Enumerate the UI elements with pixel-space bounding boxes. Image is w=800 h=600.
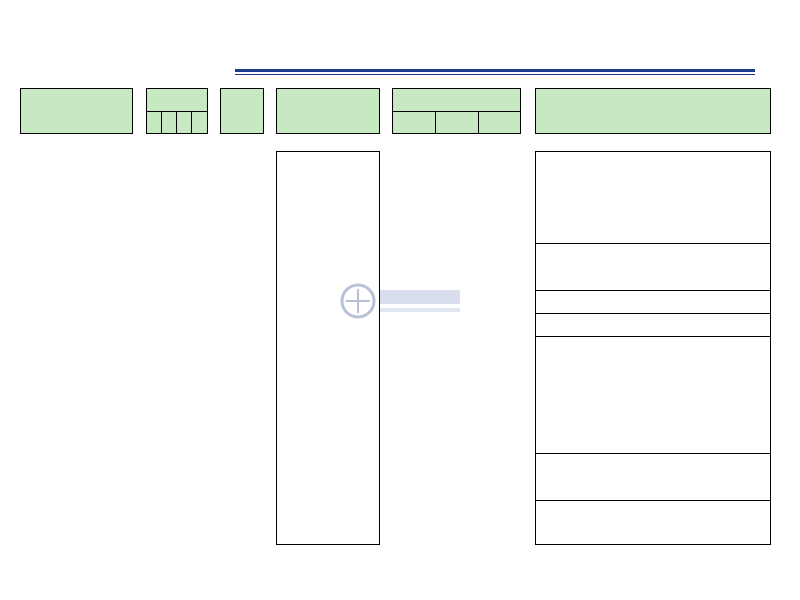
header-output	[276, 88, 380, 134]
header-cat-u	[161, 111, 177, 134]
header-remark	[535, 88, 771, 134]
remark-3	[535, 336, 771, 454]
header-spec-upper	[392, 111, 436, 134]
header-input	[20, 88, 133, 134]
header-cat-x	[176, 111, 192, 134]
header-spec-middle	[435, 111, 479, 134]
header-spec-lower	[478, 111, 521, 134]
remark-5	[535, 500, 771, 545]
watermark-logo	[338, 280, 468, 322]
title-rule-thin	[235, 74, 755, 75]
remark-blank	[535, 313, 771, 337]
remark-1	[535, 243, 771, 291]
header-cat-c	[146, 111, 162, 134]
output-2	[277, 198, 379, 244]
header-category	[146, 88, 208, 112]
header-spec	[392, 88, 521, 112]
title-rule	[235, 69, 755, 72]
remark-2	[535, 290, 771, 314]
remark-4	[535, 453, 771, 501]
header-process	[220, 88, 264, 134]
header-cat-s	[191, 111, 208, 134]
remark-empty	[535, 151, 771, 244]
output-1	[277, 152, 379, 198]
